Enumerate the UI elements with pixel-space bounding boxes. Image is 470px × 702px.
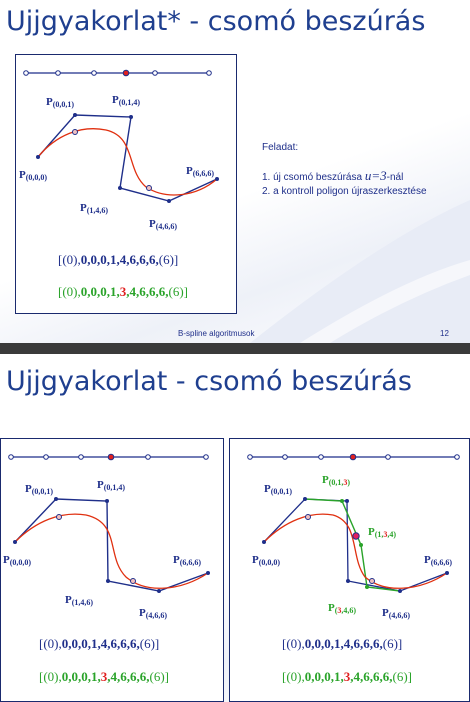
- b-spline-diagram-with-insertion: [230, 439, 469, 701]
- label-p146: P(1,4,6): [65, 594, 94, 607]
- control-polygon-new: [305, 499, 400, 591]
- control-point: [105, 499, 109, 503]
- control-point: [206, 571, 210, 575]
- control-point: [215, 177, 219, 181]
- control-point: [36, 155, 40, 159]
- label-p001: P(0,0,1): [264, 483, 293, 496]
- knot-marker: [283, 455, 288, 460]
- inserted-knot-marker: [123, 70, 129, 76]
- knot-axis: [24, 70, 212, 76]
- control-point: [398, 589, 402, 593]
- label-p466: P(4,6,6): [149, 218, 178, 231]
- task-description: [262, 141, 427, 199]
- label-p001: P(0,0,1): [25, 483, 54, 496]
- task-item-2: 2. a kontroll poligon újraszerkesztése: [262, 186, 427, 197]
- knot-axis: [9, 454, 209, 460]
- knot-vector-new: [(0),0,0,0,1,3,4,6,6,6,(6)]: [282, 669, 412, 684]
- curve-knot-point: [131, 579, 136, 584]
- diagram-panel-original: [0, 438, 224, 702]
- control-point: [129, 115, 133, 119]
- label-p000: P(0,0,0): [3, 554, 32, 567]
- knot-marker: [204, 455, 209, 460]
- control-point: [54, 497, 58, 501]
- task-item-1: 1. új csomó beszúrása u=3-nál: [262, 168, 404, 183]
- knot-marker: [386, 455, 391, 460]
- diagram-panel: [15, 54, 237, 314]
- curve-knot-point: [370, 579, 375, 584]
- b-spline-diagram: [1, 439, 223, 701]
- label-p014: P(0,1,4): [112, 94, 141, 107]
- b-spline-diagram: [16, 55, 236, 313]
- slide-2: [0, 354, 470, 702]
- control-polygon: [15, 499, 208, 591]
- inserted-knot-marker: [350, 454, 356, 460]
- knot-vector-original: [(0),0,0,0,1,4,6,6,6,(6)]: [282, 636, 403, 651]
- knot-marker: [9, 455, 14, 460]
- label-p014: P(0,1,4): [97, 479, 126, 492]
- label-p134: P(1,3,4): [368, 526, 397, 539]
- control-point: [118, 186, 122, 190]
- task-heading: Feladat:: [262, 142, 299, 153]
- control-point: [303, 497, 307, 501]
- label-p466: P(4,6,6): [382, 607, 411, 620]
- spline-curve: [15, 514, 208, 588]
- control-point: [262, 540, 266, 544]
- label-p000: P(0,0,0): [19, 169, 48, 182]
- label-p666: P(6,6,6): [186, 165, 215, 178]
- control-polygon-original: [264, 499, 447, 591]
- knot-axis: [248, 454, 460, 460]
- slide-1: [0, 0, 470, 343]
- inserted-knot-marker: [108, 454, 114, 460]
- control-point: [346, 579, 350, 583]
- label-p001: P(0,0,1): [46, 96, 75, 109]
- diagram-panel-refined: [229, 438, 470, 702]
- spline-curve: [264, 514, 447, 588]
- label-p346: P(3,4,6): [328, 602, 357, 615]
- new-control-point: [359, 543, 363, 547]
- knot-marker: [92, 71, 97, 76]
- new-control-point: [340, 499, 344, 503]
- control-point: [445, 571, 449, 575]
- label-p666: P(6,6,6): [424, 554, 453, 567]
- label-p013: P(0,1,3): [322, 474, 351, 487]
- curve-knot-point: [306, 515, 311, 520]
- label-p666: P(6,6,6): [173, 554, 202, 567]
- slide-title: Ujjgyakorlat* - csomó beszúrás: [6, 6, 426, 37]
- knot-marker: [44, 455, 49, 460]
- page-number: 12: [440, 329, 449, 338]
- knot-marker: [79, 455, 84, 460]
- knot-marker: [319, 455, 324, 460]
- inserted-curve-point: [353, 533, 359, 539]
- knot-marker: [207, 71, 212, 76]
- knot-vector-original: [(0),0,0,0,1,4,6,6,6,(6)]: [39, 636, 160, 651]
- knot-vector-original: [(0),0,0,0,1,4,6,6,6,(6)]: [58, 252, 179, 267]
- knot-marker: [455, 455, 460, 460]
- curve-knot-point: [147, 186, 152, 191]
- curve-knot-point: [73, 130, 78, 135]
- knot-vector-new: [(0),0,0,0,1,3,4,6,6,6,(6)]: [39, 669, 169, 684]
- curve-knot-point: [57, 515, 62, 520]
- knot-marker: [153, 71, 158, 76]
- knot-marker: [248, 455, 253, 460]
- knot-marker: [146, 455, 151, 460]
- knot-marker: [56, 71, 61, 76]
- knot-marker: [24, 71, 29, 76]
- new-control-point: [365, 585, 369, 589]
- control-point: [13, 540, 17, 544]
- slide-title: Ujjgyakorlat - csomó beszúrás: [6, 366, 412, 397]
- slide-separator: [0, 343, 470, 354]
- control-point: [157, 589, 161, 593]
- control-point: [106, 579, 110, 583]
- control-polygon: [38, 115, 217, 201]
- control-point: [345, 499, 349, 503]
- label-p000: P(0,0,0): [252, 554, 281, 567]
- footer-text: B-spline algoritmusok: [178, 329, 255, 338]
- knot-vector-new: [(0),0,0,0,1,3,4,6,6,6,(6)]: [58, 284, 188, 299]
- label-p146: P(1,4,6): [80, 202, 109, 215]
- control-point: [73, 113, 77, 117]
- control-point: [167, 199, 171, 203]
- label-p466: P(4,6,6): [139, 607, 168, 620]
